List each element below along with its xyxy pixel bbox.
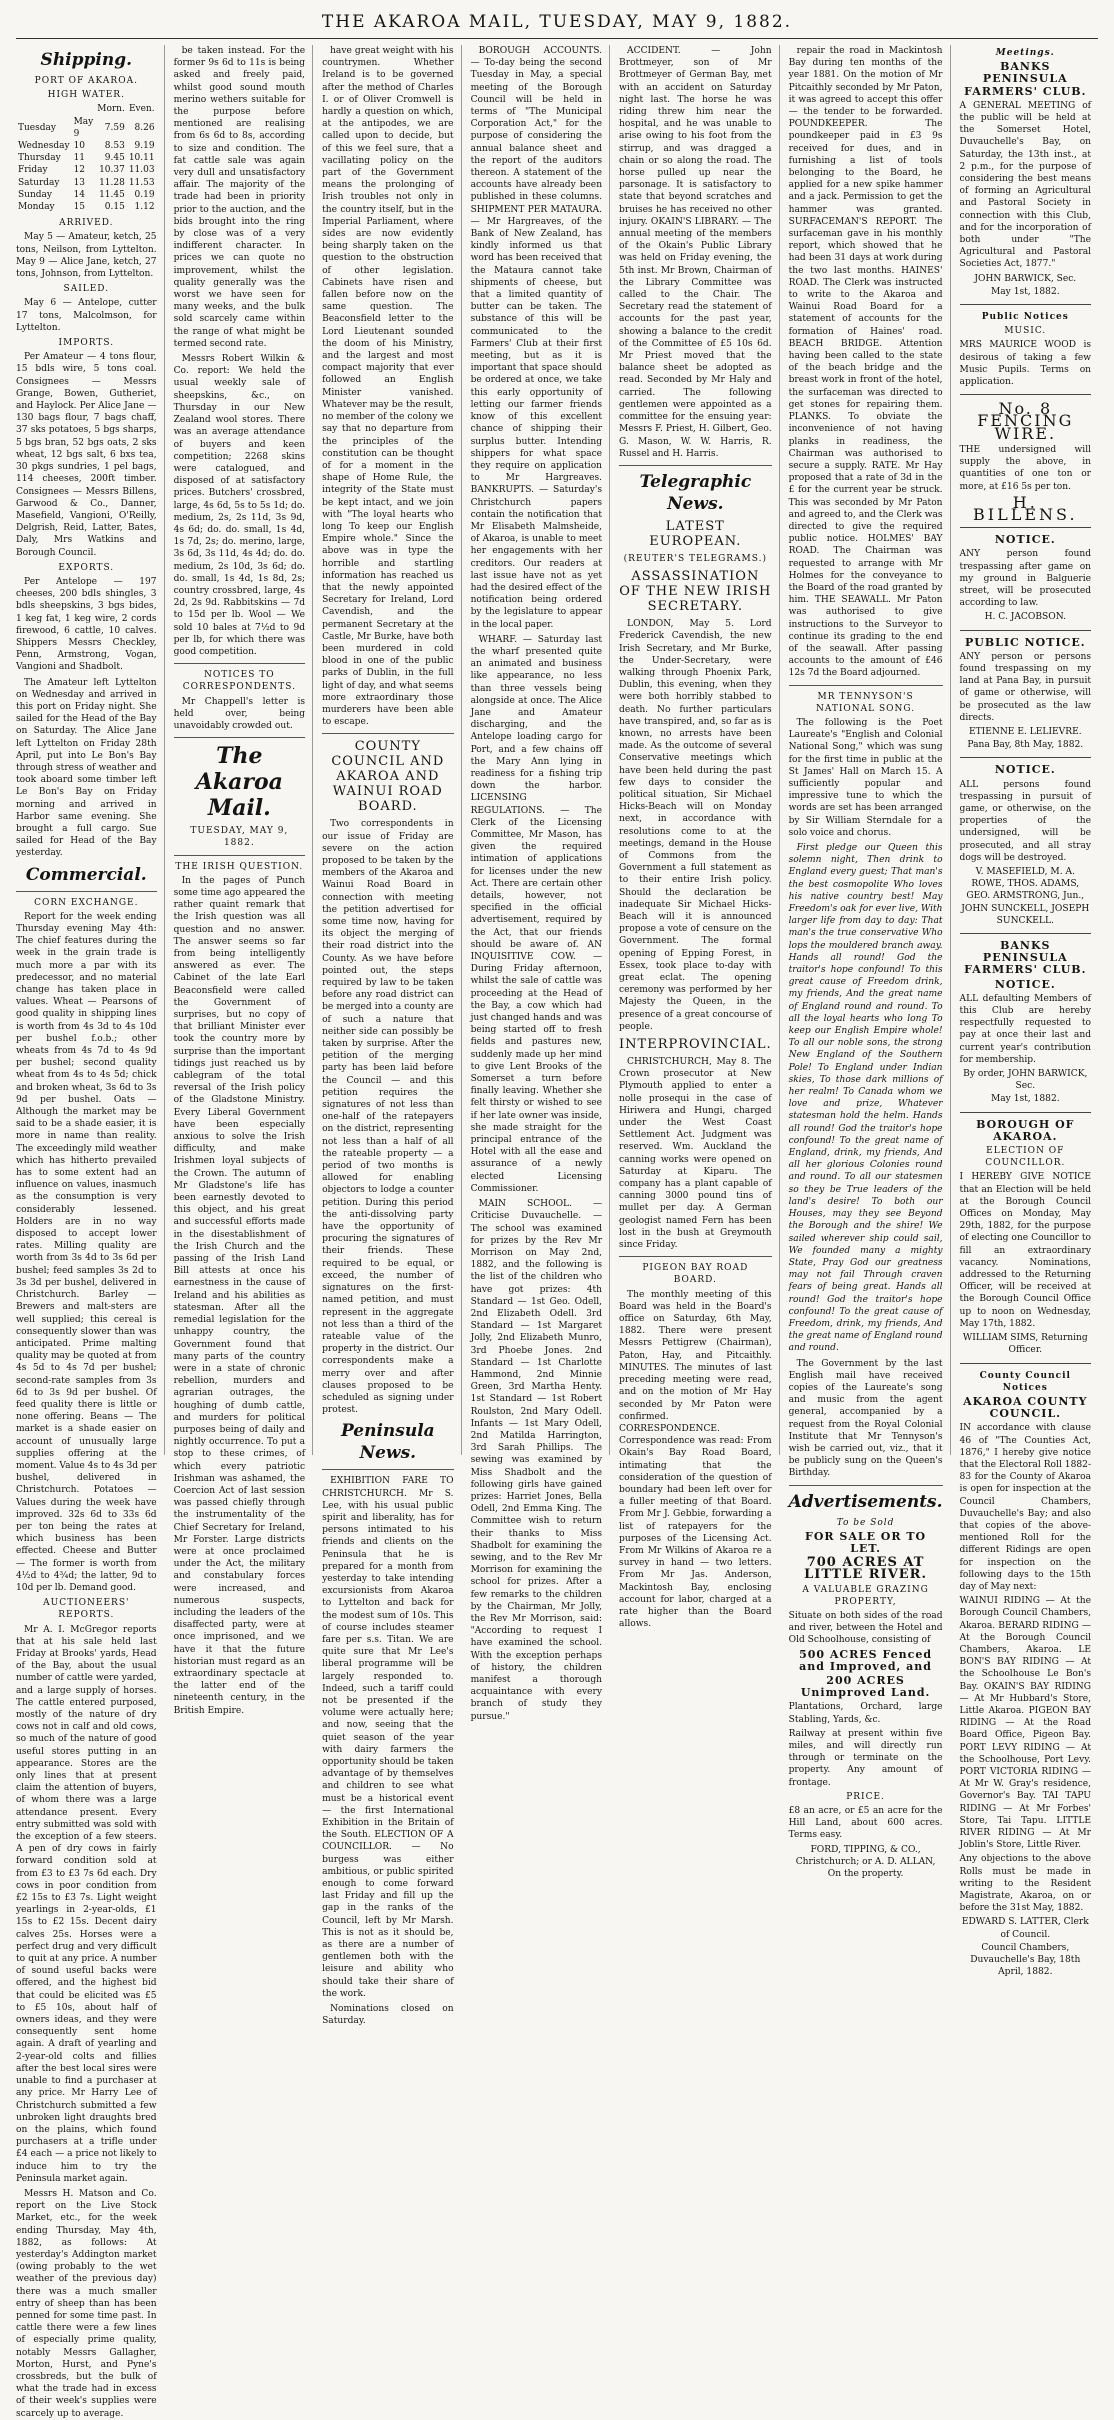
shipping-heading: Shipping.	[40, 50, 133, 70]
barwick-signature: JOHN BARWICK, Sec.	[974, 273, 1077, 284]
imports-heading: IMPORTS.	[58, 338, 115, 349]
irish-question-text: In the pages of Punch some time ago appeared the rather quaint remark that the Irish question was all question and no answer. The answer seems so far from being intelligently answered as ever. The Cabinet of the late Earl Beaconsfield were called the Government of surprises, but no copy of that brilliant Minister ever took the country more by surprise than the important tidings just reached us by cablegram of the total reversal of the Irish policy of the Gladstone Ministry. Every Liberal Government have been especially anxious to solve the Irish difficulty, and make Irishmen loyal subjects of the Crown. The autumn of Mr Gladstone's life has been earnestly devoted to this object, and his great and successful efforts made in the disestablishment of the Irish Church and the passing of the Irish Land Bill attests at once his earnestness in the cause of Ireland and his abilities as statesman. After all the remedial legislation for the unhappy country, the Government found that many parts of the country were in a state of chronic rebellion, murders and agrarian outrages, the houghing of dumb cattle, and murders for political purposes being of daily and nightly occurrence. To put a stop to these crimes, of which every patriotic Irishman was ashamed, the Coercion Act of last session was passed chiefly through the instrumentality of the Chief Secretary for Ireland, Mr Forster. Large districts were at once proclaimed under the Act, the military and constabulary forces were increased, and numerous suspects, including the leaders of the disaffected party, were at once imprisoned, and we have it that the future historian must regard as an extraordinary spectacle at the latter end of the nineteenth century, in the British Empire.	[173, 875, 306, 1716]
tide-cell: Tuesday	[18, 122, 56, 133]
corn-exchange-heading: CORN EXCHANGE.	[34, 897, 139, 908]
music-heading: MUSIC.	[1004, 326, 1047, 337]
arrived-heading: ARRIVED.	[59, 218, 114, 229]
county-text: IN accordance with clause 46 of "The Counties Act, 1876," I hereby give notice that the Electoral Roll 1882-83 for the County of Akaroa is open for inspection at the Council Chambers, Duvauchelle's Bay; and also that copies of the above-mentioned Roll for the different Ridings are open for inspection on the following days to the 15th day of May next:	[959, 1423, 1092, 1592]
tide-header-cell	[72, 103, 96, 115]
acres-500: 500 ACRES Fenced and Improved, and	[799, 1647, 933, 1673]
shipping-note: The Amateur left Lyttelton on Wednesday and arrived in this port on Friday night. She sailed for the Head of the Bay on Saturday. The Alice Jane left Lyttelton on Friday 28th April, put into Le Bon's Bay through stress of weather and took aboard some timber left Le Bon's Bay on Friday morning and arrived in Harbor same evening. She brought a full cargo. Sue sailed for Head of the Bay yesterday.	[16, 677, 157, 859]
tide-table	[16, 103, 157, 213]
tide-cell: 14	[73, 189, 86, 200]
pigeon-bay-heading: PIGEON BAY ROAD BOARD.	[642, 1263, 749, 1286]
tide-cell: 10	[73, 141, 86, 152]
council-heading: COUNTY COUNCIL AND AKAROA AND WAINUI ROAD BOARD.	[331, 739, 445, 815]
tide-row	[16, 201, 157, 213]
tide-cell: Saturday	[18, 177, 60, 188]
divider	[174, 855, 305, 856]
notice-heading: NOTICE.	[994, 533, 1056, 547]
tide-cell: 11.45	[99, 189, 125, 200]
latter-place: Council Chambers, Duvauchelle's Bay, 18th April, 1882.	[970, 1942, 1081, 1978]
divider	[789, 1485, 943, 1486]
lelievre-date: Pana Bay, 8th May, 1882.	[967, 740, 1084, 751]
borough-ad	[960, 1112, 1091, 1357]
exports-heading: EXPORTS.	[58, 562, 115, 573]
assassination-heading: ASSASSINATION OF THE NEW IRISH SECRETARY.	[619, 569, 772, 615]
by-order-date: May 1st, 1882.	[990, 1094, 1060, 1105]
fencing-ad	[959, 394, 1092, 524]
telegraphic-heading: Telegraphic News.	[639, 471, 752, 514]
sailed-heading: SAILED.	[63, 284, 110, 295]
tide-cell: Thursday	[18, 153, 61, 164]
reuters-line: (REUTER'S TELEGRAMS.)	[623, 553, 767, 564]
tide-cell: 1.12	[134, 202, 155, 213]
tide-cell: 0.15	[104, 202, 125, 213]
wilkin-report: Messrs Robert Wilkin & Co. report: We held the usual weekly sale of sheepskins, &c., on Thursday in our New Zealand wool stores. There was an average attendance of buyers and keen competition; 2268 skins were catalogued, and disposed of at satisfactory prices. Butchers' crossbred, large, 4s 6d, 5s to 5s 1d; do. medium, 2s, 2s 11d, 3s 9d, 4s 6d; do. do. small, 1s 4d, 1s 7d, 2s; do. merino, large, 3s 6d, 3s 11d, 4s 4d; do. do. medium, 2s 10d, 3s 6d; do. do. small, 1s 4d, 1s 8d, 2s; country crossbred, large, 4s 2d, 2s 9d. Rabbitskins — 7d to 15d per lb. Wool — We sold 10 bales at 7½d to 9d per lb, for which there was good competition.	[173, 354, 306, 657]
banks-club-heading: BANKS PENINSULA FARMERS' CLUB.	[964, 60, 1087, 98]
ridings-text: WAINUI RIDING — At the Borough Council Chambers, Akaroa. BERARD RIDING — At the Borough Council Chambers, Akaroa. LE BON'S BAY RIDING — At the Schoolhouse Le Bon's Bay. OKAIN'S BAY RIDING — At Mr Hubbard's Store, Little Akaroa. PIGEON BAY RIDING — At the Road Board Office, Pigeon Bay. PORT LEVY RIDING — At the Schoolhouse, Port Levy. PORT VICTORIA RIDING — At Mr W. Gray's residence, Governor's Bay. TAI TAPU RIDING — At Mr Forbes' Store, Tai Tapu. LITTLE RIVER RIDING — At Mr Joblin's Store, Little River.	[959, 1596, 1092, 1851]
notice-3-text: ALL defaulting Members of this Club are hereby respectfully requested to pay at once their last and current year's contribution for membership.	[959, 993, 1092, 1065]
jacobson-signature: H. C. JACOBSON.	[984, 612, 1066, 623]
column-3	[322, 45, 461, 2027]
tide-row	[16, 177, 157, 189]
pigeon-bay-text: The monthly meeting of this Board was held in the Board's office on Saturday, 6th May, 1882. There were present Messrs Pettigrew (Chairman), Paton, Hay, and Pitcaithly. MINUTES. The minutes of last preceding meeting were read, and on the motion of Mr Hay seconded by Mr Paton were confirmed. CORRESPONDENCE. Correspondence was read: From Okain's Bay Road Board, intimating that the consideration of the question of boundary had been left over for a fuller meeting of that Board. From Mr J. Gebbie, forwarding a list of ratepayers for the purposes of the Licensing Act. From Mr Wilkins of Akaroa re a survey in hand — two letters. From Mr Jas. Anderson, Mackintosh Bay, enclosing account for labor, charged at a rate higher than the Board allows.	[619, 1289, 772, 1630]
commercial-heading: Commercial.	[25, 864, 147, 885]
imports-text: Per Amateur — 4 tons flour, 15 bdls wire, 5 tons coal. Consignees — Messrs Grange, Bowen, Gutheriet, and Haylock. Per Alice Jane — 130 bags flour, 7 bags chaff, 37 sks potatoes, 5 bgs sharps, 5 bgs bran, 52 bgs oats, 2 sks wheat, 12 bgs salt, 6 bxs tea, 30 pkgs sundries, 1 pel bags, 114 cheeses, 200ft timber. Consignees — Messrs Billens, Garwood & Co., Danner, Masefield, Vangioni, O'Reilly, Delgrish, Reid, Latter, Bates, Daly, Mrs Watkins and Borough Council.	[16, 352, 157, 558]
column-4	[470, 45, 610, 1722]
tide-cell: 11.03	[128, 165, 155, 176]
latter-signature: EDWARD S. LATTER, Clerk of Council.	[961, 1917, 1089, 1940]
billens-signature: H. BILLENS.	[973, 492, 1078, 524]
tide-cell: 9.19	[134, 141, 155, 152]
tide-cell: 15	[73, 202, 86, 213]
notices-text: Mr Chappell's letter is held over, being unavoidably crowded out.	[173, 696, 306, 731]
barwick-date: May 1st, 1882.	[990, 286, 1060, 297]
banks-club-2-ad	[960, 933, 1091, 1106]
public-notices-section	[960, 304, 1091, 388]
divider	[322, 733, 453, 734]
column-2	[173, 45, 313, 1716]
tide-header-row	[16, 103, 157, 115]
divider	[322, 1469, 453, 1470]
tide-cell: Wednesday	[18, 141, 70, 152]
county-ad	[960, 1363, 1091, 1979]
tide-cell: 0.19	[134, 189, 155, 200]
public-notices-heading: Public Notices	[981, 312, 1069, 323]
local-news-4: ACCIDENT. — John Brottmeyer, son of Mr Brottmeyer of German Bay, met with an accident on Saturday night last. The horse he was riding threw him near the hospital, and he was unable to arise owing to his foot from the stirrup, and was dragged a chain or so along the road. The horse pulled up near the parsonage. It is satisfactory to state that beyond scratches and bruises he has received no other injury. OKAIN'S LIBRARY. — The annual meeting of the members of the Okain's Public Library was held on Friday evening, the 5th inst. Mr Brown, Chairman of the Library Committee was called to the Chair. The Secretary read the statement of accounts for the past year, showing a balance to the credit of the Committee of £5 10s 6d. Mr Priest moved that the balance sheet be adopted as read. Seconded by Mr Haly and carried. The following gentlemen were appointed as a committee for the ensuing year: Messrs F. Priest, H. Gilbert, Geo. G. Mason, W. W. Harris, R. Russel and H. Harris.	[619, 46, 772, 459]
tide-cell: 13	[73, 177, 86, 188]
arrived-text: May 5 — Amateur, ketch, 25 tons, Neilson, from Lyttelton. May 9 — Alice Jane, ketch, 27 tons, Johnson, from Lyttelton.	[16, 232, 157, 280]
tide-cell: 11.53	[128, 177, 155, 188]
acres-200: 200 ACRES Unimproved Land.	[800, 1674, 931, 1700]
tide-row	[16, 189, 157, 201]
column-5	[619, 45, 780, 1630]
borough-heading: BOROUGH OF AKAROA.	[976, 1117, 1075, 1143]
notice-2-text: ALL persons found trespassing in pursuit of game, or otherwise, on the properties of the undersigned, will be prosecuted, and all stray dogs will be destroyed.	[959, 779, 1092, 863]
peninsula-end: Nominations closed on Saturday.	[322, 2004, 454, 2027]
divider	[174, 737, 305, 738]
exports-text: Per Antelope — 197 cheeses, 200 bdls shingles, 3 bdls sheepskins, 3 bgs bides, 1 keg fat, 1 keg wire, 2 cords firewood, 6 cattle, 10 calves. Shippers Messrs Checkley, Penn, Armstrong, Vogan, Vangioni and Shadbolt.	[16, 576, 157, 673]
lelievre-signature: ETIENNE E. LELIEVRE.	[968, 726, 1082, 737]
high-water-heading: HIGH WATER.	[47, 90, 125, 101]
masthead: THE AKAROA MAIL, TUESDAY, MAY 9, 1882.	[16, 8, 1098, 39]
county-heading: AKAROA COUNTY COUNCIL.	[963, 1394, 1088, 1421]
tide-cell: 7.59	[104, 122, 125, 133]
public-notice-heading: PUBLIC NOTICE.	[965, 635, 1086, 649]
price-heading: PRICE.	[846, 1791, 885, 1802]
column-1	[16, 45, 165, 2419]
local-news-3: MAIN SCHOOL. — Criticise Duvauchelle. — The school was examined for prizes by the Rev Mr Morrison on May 2nd, 1882, and the following is the list of the children who have got prizes: 4th Standard — 1st Geo. Odell, 2nd Elizabeth Odell. 3rd Standard — 1st Margaret Jolly, 2nd Elizabeth Munro, 3rd Phoebe Jones. 2nd Standard — 1st Charlotte Hammond, 2nd Minnie Green, 3rd Martha Henty. 1st Standard — 1st Robert Roulston, 2nd Mary Odell. Infants — 1st Mary Odell, 2nd Matilda Harrington, 3rd Sarah Phillips. The sewing was examined by Miss Shadbolt and the following girls have gained prizes: Harriet Jones, Bella Odell, 2nd Emma King. The Committee wish to return their thanks to Miss Shadbolt for examining the sewing, and to the Rev Mr Morrison for examining the school for prizes. After a few remarks to the children by the Chairman, Mr Jolly, the Rev Mr Morrison, said: "According to request I have examined the school. With the exception perhaps of history, the children manifest a thorough acquaintance with every branch of study they pursue."	[470, 1199, 603, 1722]
signers: V. MASEFIELD, M. A. ROWE, THOS. ADAMS, GEO. ARMSTRONG, Jun., JOHN SUNCKELL, JOSEPH SUNCKELL.	[961, 866, 1090, 926]
notice-2-ad	[960, 757, 1091, 927]
banks-club-text: A GENERAL MEETING of the public will be held at the Somerset Hotel, Duvauchelle's Bay, on Saturday, the 13th inst., at 2 p.m., for the purpose of considering the best means of forming an Agricultural and Pastoral Society in connection with this Club, and for the incorporation of both under "The Agricultural and Pastoral Societies Act, 1877."	[959, 100, 1092, 270]
column-6	[788, 45, 951, 1880]
divider	[619, 1256, 772, 1257]
tide-cell: 10.11	[128, 153, 155, 164]
notices-heading: NOTICES TO CORRESPONDENTS.	[182, 670, 296, 693]
tide-cell: 8.53	[104, 141, 125, 152]
agent-signature: FORD, TIPPING, & CO., Christchurch; or A. D. ALLAN, On the property.	[795, 1844, 936, 1880]
tennyson-poem: First pledge our Queen this solemn night, Then drink to England every guest; That man's the best cosmopolite Who loves his native country best! May Freedom's oak for ever live, With larger life from day to day: That man's the true conservative Who lops the mouldered branch away. Hands all round! God the traitor's hope confound! To this great cause of Freedom drink, my friends, And the great name of England round and round. To all the loyal hearts who long To keep our English Empire whole! To all our noble sons, the strong New England of the Southern Pole! To England under Indian skies, To those dark millions of her realm! To Canada whom we love and prize, Whatever statesman hold the helm. Hands all round! God the traitor's hope confound! To the great name of England, drink, my friends, And all her glorious Colonies round and round. To all our statesmen so they be True leaders of the land's desire! To both our Houses, may they see Beyond the Borough and the shire! We sailed wherever ship could sail, We founded many a mighty State, Pray God our greatness may not fail Through craven fears of being great. Hands all round! God the traitor's hope confound! To the great cause of Freedom, drink, my friends, And the great name of England round and round.	[788, 843, 943, 1354]
banks-club-2-heading: BANKS PENINSULA FARMERS' CLUB.	[964, 939, 1087, 977]
tide-cell: 11.28	[99, 177, 125, 188]
paper-title: The Akaroa Mail.	[195, 743, 283, 822]
local-news-1: BOROUGH ACCOUNTS. — To-day being the second Tuesday in May, a special meeting of the Borough Council will be held in terms of "The Municipal Corporation Act," for the purpose of considering the annual balance sheet and the report of the auditors thereon. A statement of the accounts have already been published in these columns. SHIPMENT PER MATAURA. — Mr Hargreaves, of the Bank of New Zealand, has kindly informed us that word has been received that the Mataura cannot take shipments of cheese, but that a limited quantity of butter can be taken. The substance of this will be communicated to the Farmers' Club at their first meeting, but as it is important that space should be ordered at once, we take this early opportunity of letting our farmer friends know of this excellent chance of shipping their surplus butter. Intending shippers for what space they require on application to Mr Hargreaves. BANKRUPTS. — Saturday's Christchurch papers contain the notification that Mr Elisabeth Malmsheide, of Akaroa, is unable to meet her engagements with her creditors. Our readers at last issue have not as yet had the desired effect of the notification being ordered by the legislature to appear in the local paper.	[470, 46, 603, 630]
tide-header-cell: Even.	[128, 104, 155, 115]
tennyson-heading: MR TENNYSON'S NATIONAL SONG.	[815, 691, 916, 714]
peninsula-text: EXHIBITION FARE TO CHRISTCHURCH. Mr S. Lee, with his usual public spirit and liberality, has for persons intimated to his friends and clients on the Peninsula that he is prepared for a month from yesterday to take intending excursionists from Akaroa to Lyttelton and back for the modest sum of 10s. This of course includes steamer fare per s.s. Titan. We are quite sure that Mr Lee's liberal programme will be largely responded to. Indeed, such a tariff could not be presented if the volume were actually here; and now, seeing that the quiet season of the year with dairy farmers the opportunity should be taken advantage of by themselves and children to see what must be a historical event — the first International Exhibition in the Britain of the South. ELECTION OF A COUNCILLOR. — No burgess was either ambitious, or public spirited enough to come forward last Friday and fill up the gap in the ranks of the Council, left by Mr Marsh. This is not as it should be, as there are a number of gentlemen both with the leisure and ability who should take their share of the work.	[322, 1476, 454, 1999]
fencing-text: THE undersigned will supply the above, in quantities of one ton or more, at £16 5s per ton.	[959, 444, 1092, 492]
by-order-signature: By order, JOHN BARWICK, Sec.	[963, 1069, 1088, 1092]
objections-text: Any objections to the above Rolls must be made in writing to the Resident Magistrate, Akaroa, on or before the 31st May, 1882.	[959, 1854, 1092, 1914]
railway-text: Railway at present within five miles, and will directly run through or terminate on the property. Any amount of frontage.	[788, 1728, 943, 1788]
election-heading: ELECTION OF COUNCILLOR.	[985, 1146, 1066, 1169]
tide-row	[16, 116, 157, 140]
notice-2-heading: NOTICE.	[994, 763, 1056, 777]
irish-question-heading: THE IRISH QUESTION.	[175, 861, 304, 872]
to-be-sold-heading: To be Sold	[836, 1517, 895, 1528]
tide-cell: 12	[73, 165, 86, 176]
auctioneers-report: Mr A. I. McGregor reports that at his sale held last Friday at Brooks' yards, Head of the Bay, about the usual number of cattle were yarded, and a large supply of horses. The cattle entered purposed, mostly of the nature of dry cows not in calf and old cows, so much of the nature of good useful stores putting in an appearance. Stores are the only lines that at present claim the attention of buyers, of whom there was a large attendance present. Every entry submitted was sold with the exception of a few steers. A pen of dry cows in fairly forward condition sold at from £3 to £3 7s 6d each. Dry cows in poor condition from £2 15s to £3 7s. Light weight yearlings in 2-year-olds, £1 15s to £2 15s. Decent dairy calves 25s. Horses were a perfect drug and very difficult to quit at any price. A number of sound useful backs were offered, and the highest bid that could be elicited was £5 to £5 10s, about half of owners ideas, and they were consequently sent home again. A draft of yearling and 2-year-old colts and fillies after the best local sires were unable to find a purchaser at any price. Mr Harry Lee of Christchurch submitted a few unbroken light draughts bred on the plains, which found purchasers at a trifle under £4 each — a price not likely to induce him to try the Peninsula market again.	[16, 1624, 157, 2184]
tennyson-intro: The following is the Poet Laureate's "English and Colonial National Song," which was sung for the first time in public at the St James' Hall on March 15. A sufficiently popular and impressive tune to which the words are set has been arranged by Sir William Sterndale for a solo voice and chorus.	[788, 717, 943, 838]
interprovincial-heading: INTERPROVINCIAL.	[619, 1037, 772, 1053]
sims-signature: WILLIAM SIMS, Returning Officer.	[962, 1333, 1088, 1356]
tide-cell: 11	[73, 153, 86, 164]
meetings-heading: Meetings.	[995, 48, 1055, 58]
market-text: be taken instead. For the former 9s 6d to 11s is being asked and freely paid, whilst good sound mouth merino wethers suitable for the purpose before mentioned are realising from 6s 6d to 8s, according to size and condition. The fat cattle sale was again very dull and unsatisfactory affair. The majority of the trade had been in priority prior to the auction, and the bids brought into the ring by close was of a very indifferent character. In prices we can quote no improvement, whilst the quality generally was the worst we have seen for many weeks, and the bulk sold scarcely came within the range of what might be termed second rate.	[173, 46, 306, 349]
tide-row	[16, 152, 157, 164]
port-heading: PORT OF AKAROA.	[34, 76, 138, 86]
public-notice-text: ANY person or persons found trespassing on my land at Pana Bay, in pursuit of game or otherwise, will be prosecuted as the law directs.	[959, 651, 1092, 723]
date-line: TUESDAY, MAY 9, 1882.	[190, 826, 289, 849]
columns	[16, 45, 1098, 2419]
notice-ad	[960, 527, 1091, 623]
tide-cell: Friday	[18, 165, 48, 176]
for-sale-heading: FOR SALE OR TO LET.	[805, 1529, 927, 1555]
grazing-text: Situate on both sides of the road and river, between the Hotel and Old Schoolhouse, consisting of	[788, 1610, 943, 1646]
music-text: MRS MAURICE WOOD is desirous of taking a few Music Pupils. Terms on application.	[959, 340, 1092, 388]
council-text: Two correspondents in our issue of Friday are severe on the action proposed to be taken by the members of the Akaroa and Wainui Road Board in connection with meeting the petition advertised for some time now, having for its object the merging of their road district into the County. As we have before pointed out, the steps required by law to be taken before any road district can be merged into a county are of such a nature that neither side can possibly be taken by surprise. After the petition of the merging party has been laid before the Council — and this petition requires the signatures of not less than one-half of the ratepayers on the district, representing not less than a half of all the rateable property — a period of two months is allowed for enabling objectors to lodge a counter petition. During this period the anti-dissolving party have the opportunity of procuring the signatures of their friends. These required to be equal, or exceed, the number of signatures on the first-named petition, and must represent in the aggregate not less than a third of the rateable value of the property in the district. Our correspondents make a merry over and after clauses proposed to be scheduled as signing under protest.	[322, 819, 454, 1416]
irish-continued: have great weight with his countrymen. Whether Ireland is to be governed after the method of Charles I. or of Oliver Cromwell is hardly a question on which, at the antipodes, we are called upon to decide, but of this we feel sure, that a vacillating policy on the part of the Government means the prolonging of Irish troubles not only in the country itself, but in the Imperial Parliament, where sides are now evidently being sharply taken on the question to the obstruction of other legislation. Cabinets have risen and fallen before now on the same question. The Beaconsfield letter to the Lord Lieutenant sounded the doom of his Ministry, and the largest and most compact majority that ever followed an English Minister vanished. Whatever may be the result, no member of the colony we say that no departure from the principles of the constitution can be thought of for a moment in the shape of Home Rule, the integrity of the State must be kept intact, and we join with "The loyal hearts who long To keep our English Empire whole." Since the above was in type the horrible and startling information has reached us that the newly appointed Secretary for Ireland, Lord Cavendish, and the permanent Secretary at the Castle, Mr Burke, have both been murdered in cold blood in one of the public parks of Dublin, in the full light of day, and what seems more extraordinary those murderers have been able to escape.	[322, 46, 454, 728]
sale-700-acres: 700 ACRES AT LITTLE RIVER.	[804, 1555, 928, 1583]
tennyson-outro: The Government by the last English mail have received copies of the Laureate's song and music from the agent general, accompanied by a request from the Royal Colonial Institute that Mr Tennyson's wish be carried out, viz., that it be publicly sung on the Queen's Birthday.	[788, 1358, 943, 1479]
interprovincial-text: CHRISTCHURCH, May 8. The Crown prosecutor at New Plymouth applied to enter a nolle prosequi in the case of Hiriwera and Hungi, charged under the West Coast Settlement Act. Judgment was reserved. Wm. Auckland the canning works were opened on Saturday at Kiparu. The company has a plant capable of canning 3000 pound tins of mullet per day. A German geologist named Fern has been lost in the bush at Greymouth since Friday.	[619, 1057, 772, 1251]
county-notices-heading: County Council Notices	[979, 1370, 1071, 1393]
notice-3-heading: NOTICE.	[994, 977, 1056, 991]
tide-header-cell: Morn.	[97, 104, 125, 115]
advertisements-heading: Advertisements.	[788, 1491, 943, 1512]
tide-row	[16, 140, 157, 152]
divider	[789, 685, 943, 686]
assassination-text: LONDON, May 5. Lord Frederick Cavendish, the new Irish Secretary, and Mr Burke, the Under-Secretary, were walking through Phoenix Park, Dublin, this evening, when they were both horribly stabbed to death. No further particulars have transpired, and, so far as is known, no arrests have been made. As the outcome of several Conservative meetings which have been held during the past few days to consider the political situation, Sir Michael Hicks-Beach will on Monday next, in accordance with resolutions come to at the meetings, demand in the House of Commons from the Government a full statement as to their entire Irish policy. Should the declaration be inadequate Sir Michael Hicks-Beach will it is announced propose a vote of censure on the Government. The formal opening of Epping Forest, in Essex, took place to-day with great eclat. The opening ceremony was performed by her Majesty the Queen, in the presence of a great concourse of people.	[619, 619, 772, 1032]
tide-cell: 10.37	[99, 165, 125, 176]
tide-cell: 9.45	[104, 153, 125, 164]
auctioneers-heading: AUCTIONEERS' REPORTS.	[43, 1598, 130, 1621]
corn-report: Report for the week ending Thursday evening May 4th: The chief features during the week in the grain trade is much more a par with its predecessor, and no material change has taken place in values. Wheat — Pearsons of good quality in shipping lines is worth from 4s 3d to 4s 10d per bushel f.o.b.; other wheats from 4s 7d to 4s 9d per bushel; second quality wheat from 4s to 4s 5d; chick and broken wheat, 3s 6d to 3s 9d per bushel. Oats — Although the market may be said to be a shade easier, it is more in name than reality. The exceedingly mild weather which has hitherto prevailed has to some extent had an influence on values, inasmuch as the consumption is very considerably lessened. Holders are in no way disposed to accept lower rates. Milling quality are worth from 3s 4d to 3s 6d per bushel; feed samples 3s 2d to 3s 3d per bushel, delivered in Christchurch. Barley — Brewers and malt-sters are well supplied; this cereal is consequently slower than was anticipated. Prime malting quality may be quoted at from 4s 5d to 4s 7d per bushel; second-rate samples from 3s 6d to 3s 9d per bushel. Of feed quality there is little or none offering. Beans — The market is a shade easier on account of unusually large supplies offering at the moment. Value 4s to 4s 3d per bushel, delivered in Christchurch. Potatoes — Values during the week have improved. 32s 6d to 33s 6d per ton being the rates at which business has been effected. Cheese and Butter — The former is worth from 4½d to 4¾d; the latter, 9d to 10d per lb. Demand good.	[16, 911, 157, 1593]
tide-cell: May 9	[73, 116, 94, 139]
latest-european-heading: LATEST EUROPEAN.	[649, 518, 742, 549]
column-7	[959, 45, 1098, 1978]
grazing-heading: A VALUABLE GRAZING PROPERTY,	[802, 1584, 929, 1607]
tide-cell: 8.26	[134, 122, 155, 133]
public-notice-ad	[960, 630, 1091, 752]
divider	[16, 891, 157, 892]
local-news-2: WHARF. — Saturday last the wharf presented quite an animated and business like appearance, no less than three vessels being alongside at once. The Alice Jane and Amateur discharging, and the Antelope loading cargo for Port, and a few chains off the Mary Ann lying in readiness for a fishing trip down the harbor. LICENSING REGULATIONS. — The Clerk of the Licensing Committee, Mr Mason, has given the required intimation of applications for licenses under the new Act. There are certain other details, however, not specified in the official advertisement, required by the Act, that our friends should be aware of. AN INQUISITIVE COW. — During Friday afternoon, whilst the sale of cattle was proceeding at the Head of the Bay, a cow which had just changed hands and was being started off to fresh fields and pastures new, suddenly made up her mind to give Lent Brooks of the Somerset a turn before finally leaving. Whether she felt thirsty or wished to see if her late owner was inside, she made straight for the principal entrance of the Hotel with all the ease and assurance of a newly elected Licensing Commissioner.	[470, 634, 603, 1194]
sailed-text: May 6 — Antelope, cutter 17 tons, Malcolmson, for Lyttelton.	[16, 298, 157, 333]
election-text: I HEREBY GIVE NOTICE that an Election will be held at the Borough Council Offices on Monday, May 29th, 1882, for the purpose of electing one Councillor to fill an extraordinary vacancy. Nominations, addressed to the Returning Officer, will be received at the Borough Council Office up to noon on Wednesday, May 17th, 1882.	[959, 1172, 1092, 1329]
peninsula-news-heading: Peninsula News.	[340, 1421, 435, 1464]
auctioneers-report-2: Messrs H. Matson and Co. report on the Live Stock Market, etc., for the week ending Thursday, May 4th, 1882, as follows: At yesterday's Addington market (owing probably to the wet weather of the previous day) there was a much smaller entry of sheep than has been penned for some time past. In cattle there were a few lines of especially prime quality, notably Messrs Gallagher, Morton, Hurst, and Pyne's crossbreds, but the bulk of what the trade had in excess of their week's supplies were scarcely up to average.	[16, 2188, 157, 2419]
tide-header-cell	[16, 103, 72, 115]
divider	[619, 465, 772, 466]
tide-cell: Monday	[18, 202, 55, 213]
plantations-text: Plantations, Orchard, large Stabling, Yards, &c.	[788, 1702, 943, 1725]
tide-cell: Sunday	[18, 189, 52, 200]
price-text: £8 an acre, or £5 an acre for the Hill Land, about 600 acres. Terms easy.	[788, 1806, 943, 1841]
notice-text: ANY person found trespassing after game on my ground in Balguerie street, will be prosecuted according to law.	[959, 549, 1092, 609]
divider	[174, 663, 305, 664]
pigeon-bay-continued: repair the road in Mackintosh Bay during ten months of the year 1881. On the motion of Mr Pitcaithly seconded by Mr Paton, it was agreed to accept this offer — the tender to be forwarded. POUNDKEEPER. The poundkeeper paid in £3 9s received for dues, and in furnishing a list of tools belonging to the Board, he applied for a new spike hammer and a jack. Permission to get the hammer was granted. SURFACEMAN'S REPORT. The surfaceman gave in his monthly report, which showed that he had been 31 days at work during the two last months. HAINES' ROAD. The Clerk was instructed to write to the Akaroa and Wainui Road Board for a statement of accounts for the formation of Haines' road. BEACH BRIDGE. Attention having been called to the state of the beach bridge and the breast work in front of the hotel, the surfaceman was directed to get stones for repairing them. PLANKS. To obviate the inconvenience of not having planks in readiness, the Chairman was authorised to secure a supply. RATE. Mr Hay proposed that a rate of 3d in the £ for the current year be struck. This was seconded by Mr Paton and agreed to, and the Clerk was directed to give the required public notice. HOLMES' BAY ROAD. The Chairman was requested to arrange with Mr Holmes for the conveyance to the Board of the road granted by him. THE SEAWALL. Mr Paton was authorised to give instructions to the Surveyor to continue its grading to the end of the seawall. After passing accounts to the amount of £46 12s 7d the Board adjourned.	[788, 46, 943, 679]
tide-row	[16, 164, 157, 176]
fencing-heading: No. 8 FENCING WIRE.	[977, 399, 1074, 443]
